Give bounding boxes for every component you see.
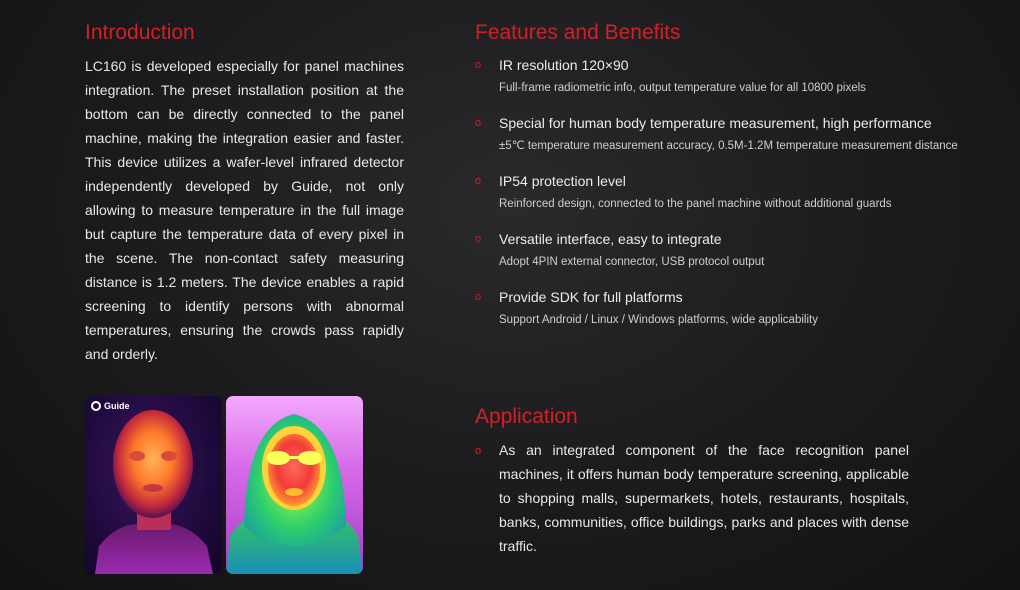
features-title: Features and Benefits [475, 21, 681, 44]
feature-item [475, 114, 975, 157]
feature-description: Full-frame radiometric info, output temperature value for all 10800 pixels [499, 82, 866, 94]
guide-logo-text: Guide [104, 401, 130, 411]
bullet-icon: o [475, 233, 482, 245]
introduction-title: Introduction [85, 21, 195, 44]
feature-item [475, 230, 975, 273]
feature-title: Provide SDK for full platforms [499, 289, 683, 305]
features-list [475, 56, 975, 346]
feature-item [475, 172, 975, 215]
feature-item [475, 56, 975, 99]
feature-title: IP54 protection level [499, 173, 626, 189]
feature-title: Versatile interface, easy to integrate [499, 231, 722, 247]
application-item [475, 438, 909, 558]
feature-title: IR resolution 120×90 [499, 57, 629, 73]
thermal-face-drawing [85, 396, 222, 574]
introduction-text: LC160 is developed especially for panel machines integration. The preset installation position at the bottom can be directly connected to the panel machine, making the integration easier and faster. This device utilizes a wafer-level infrared detector independently developed by Guide, not only allowing to measure temperature in the full image but capture the temperature data of every pixel in the scene. The non-contact safety measuring distance is 1.2 meters. The device enables a rapid screening to identify persons with abnormal temperatures, ensuring the crowds pass rapidly and orderly. [85, 58, 404, 362]
bullet-icon: o [475, 117, 482, 129]
guide-logo [91, 401, 130, 411]
thermal-person-drawing [226, 396, 363, 574]
guide-logo-icon [91, 401, 101, 411]
application-text: As an integrated component of the face recognition panel machines, it offers human body temperature screening, applicable to shopping malls, supermarkets, hotels, restaurants, hospitals, banks, communities, office buildings, parks and places with dense traffic. [499, 442, 909, 554]
thermal-image-ironbow [85, 396, 222, 574]
application-title: Application [475, 405, 578, 428]
bullet-icon: o [475, 175, 482, 187]
feature-item [475, 288, 975, 331]
bullet-icon: o [475, 445, 482, 457]
bullet-icon: o [475, 291, 482, 303]
feature-description: Adopt 4PIN external connector, USB protocol output [499, 256, 765, 268]
feature-description: Support Android / Linux / Windows platforms, wide applicability [499, 314, 818, 326]
feature-title: Special for human body temperature measurement, high performance [499, 115, 932, 131]
thermal-image-rainbow [226, 396, 363, 574]
bullet-icon: o [475, 59, 482, 71]
feature-description: Reinforced design, connected to the panel machine without additional guards [499, 198, 892, 210]
feature-description: ±5℃ temperature measurement accuracy, 0.5M-1.2M temperature measurement distance [499, 140, 958, 152]
